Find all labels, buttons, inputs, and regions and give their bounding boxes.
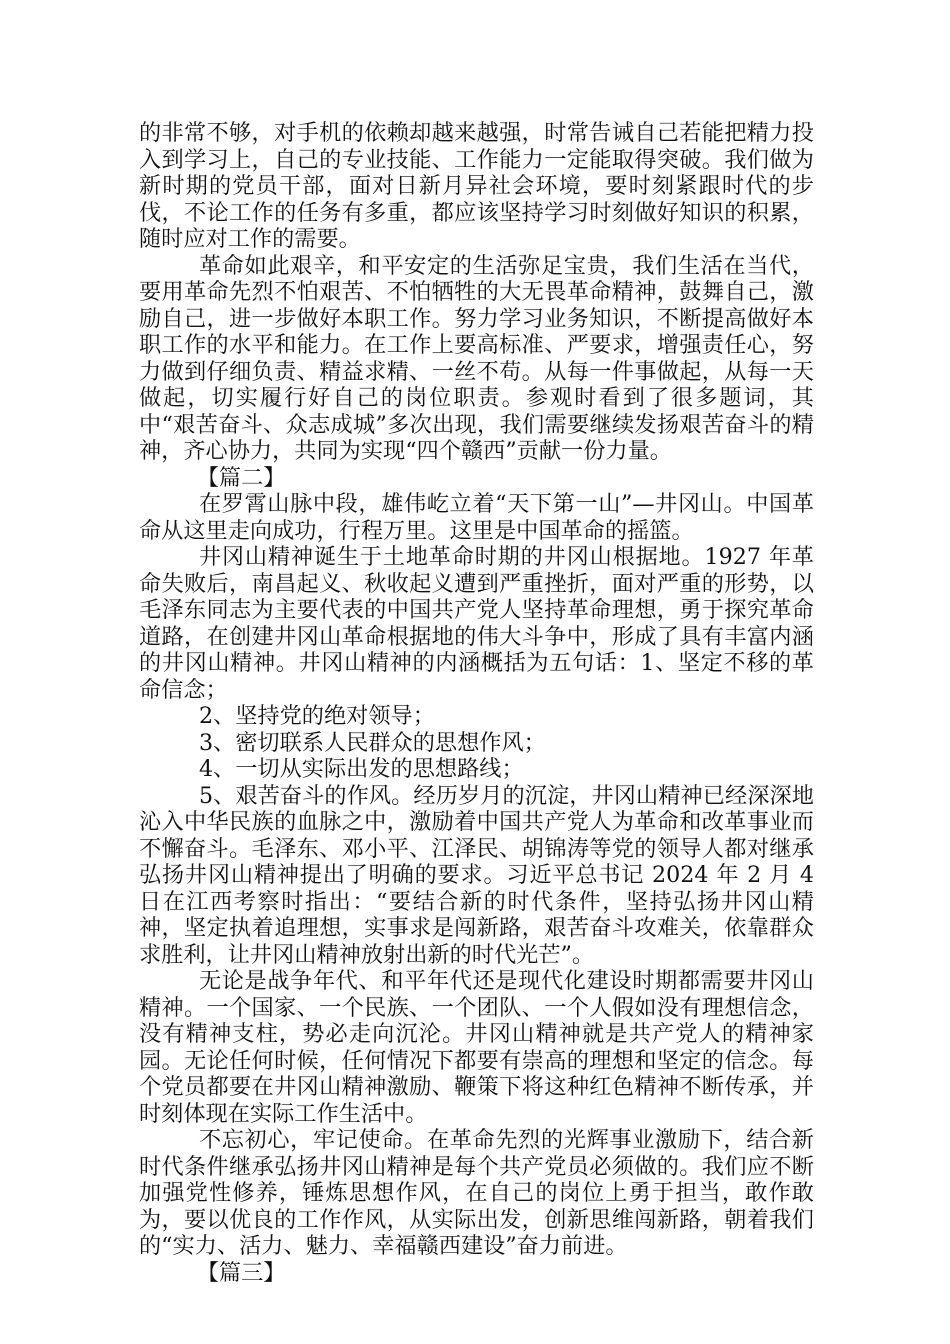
document-body <box>139 120 814 1286</box>
paragraph-jinggangshan-intro: 在罗霄山脉中段，雄伟屹立着“天下第一山”—井冈山。中国革命从这里走向成功，行程万里。这里是中国革命的摇篮。 <box>139 491 814 544</box>
paragraph-spirit-needed: 无论是战争年代、和平年代还是现代化建设时期都需要井冈山精神。一个国家、一个民族、一个团队、一个人假如没有理想信念，没有精神支柱，势必走向沉沦。井冈山精神就是共产党人的精神家园。无论任何时候，任何情况下都要有崇高的理想和坚定的信念。每个党员都要在井冈山精神激励、鞭策下将这种红色精神不断传承，并时刻体现在实际工作生活中。 <box>139 968 814 1127</box>
list-item-practical-line: 4、一切从实际出发的思想路线； <box>198 756 524 782</box>
list-item-party-leadership: 2、坚持党的绝对领导； <box>198 703 435 729</box>
list-item-mass-line: 3、密切联系人民群众的思想作风； <box>198 729 546 756</box>
paragraph-jinggangshan-spirit-origin: 井冈山精神诞生于土地革命时期的井冈山根据地。1927 年革命失败后，南昌起义、秋收起义遭到严重挫折，面对严重的形势，以毛泽东同志为主要代表的中国共产党人坚持革命理想，勇于探究革命道路，在创建井冈山革命根据地的伟大斗争中，形成了具有丰富内涵的井冈山精神。井冈山精神的内涵概括为五句话：1、坚定不移的革命信念； <box>139 544 814 703</box>
paragraph-original-aspiration: 不忘初心，牢记使命。在革命先烈的光辉事业激励下，结合新时代条件继承弘扬井冈山精神是每个共产党员必须做的。我们应不断加强党性修养，锤炼思想作风，在自己的岗位上勇于担当，敢作敢为，要以优良的工作作风，从实际出发，创新思维闯新路，朝着我们的“实力、活力、魅力、幸福赣西建设”奋力前进。 <box>139 1127 814 1259</box>
paragraph-hard-struggle: 5、艰苦奋斗的作风。经历岁月的沉淀，井冈山精神已经深深地沁入中华民族的血脉之中，激励着中国共产党人为革命和改革事业而不懈奋斗。毛泽东、邓小平、江泽民、胡锦涛等党的领导人都对继承弘扬井冈山精神提出了明确的要求。习近平总书记 2024 年 2 月 4 日在江西考察时指出：“要结合新的时代条件，坚持弘扬井冈山精神，坚定执着追理想，实事求是闯新路，艰苦奋斗攻难关，依靠群众求胜利，让井冈山精神放射出新的时代光芒”。 <box>139 782 814 968</box>
section-heading-part-two: 【篇二】 <box>196 464 286 491</box>
paragraph-revolution-hardship: 革命如此艰辛，和平安定的生活弥足宝贵，我们生活在当代，要用革命先烈不怕艰苦、不怕牺牲的大无畏革命精神，鼓舞自己，激励自己，进一步做好本职工作。努力学习业务知识，不断提高做好本职工作的水平和能力。在工作上要高标准、严要求，增强责任心，努力做到仔细负责、精益求精、一丝不苟。从每一件事做起，从每一天做起，切实履行好自己的岗位职责。参观时看到了很多题词，其中“艰苦奋斗、众志成城”多次出现，我们需要继续发扬艰苦奋斗的精神，齐心协力，共同为实现“四个赣西”贡献一份力量。 <box>139 252 814 464</box>
section-heading-part-three: 【篇三】 <box>196 1259 286 1286</box>
paragraph-continued-study: 的非常不够，对手机的依赖却越来越强，时常告诫自己若能把精力投入到学习上，自己的专业技能、工作能力一定能取得突破。我们做为新时期的党员干部，面对日新月异社会环境，要时刻紧跟时代的步伐，不论工作的任务有多重，都应该坚持学习时刻做好知识的积累，随时应对工作的需要。 <box>139 120 814 252</box>
